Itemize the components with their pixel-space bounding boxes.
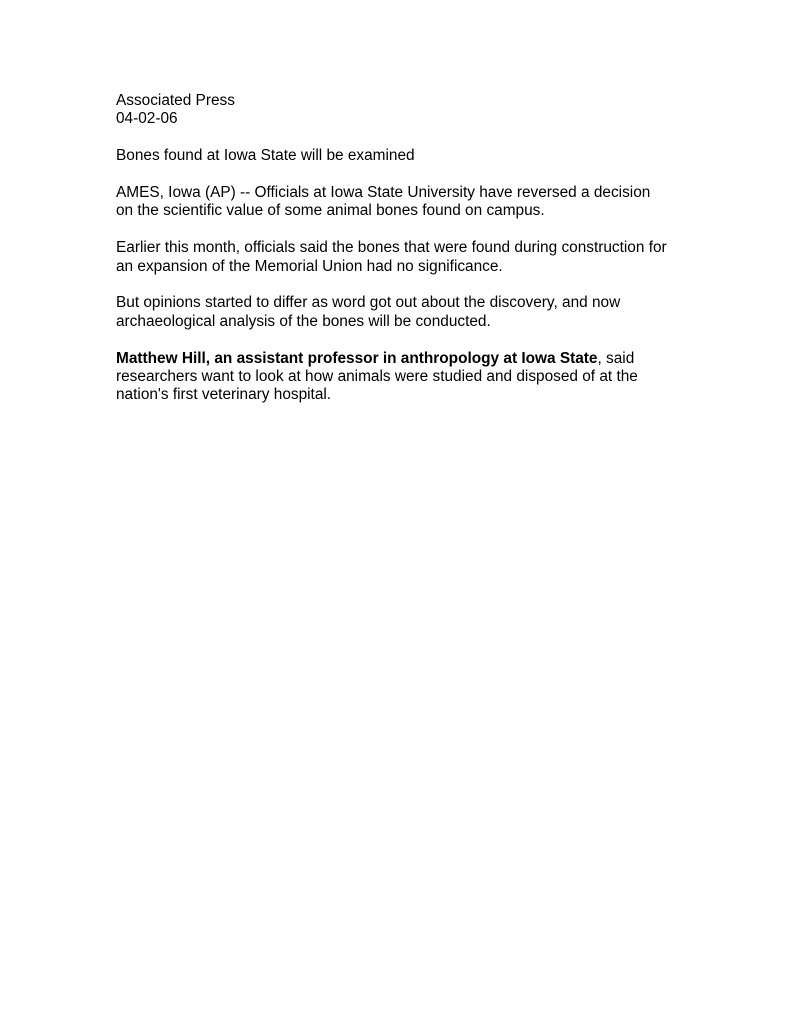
quoted-person-name: Matthew Hill, an assistant professor in anthropology at Iowa State — [116, 349, 598, 367]
headline-block — [116, 147, 716, 165]
document-page — [116, 92, 716, 423]
paragraph-3 — [116, 294, 716, 331]
article-date: 04-02-06 — [116, 110, 178, 128]
paragraph-line: archaeological analysis of the bones will be conducted. — [116, 312, 491, 330]
paragraph-line: nation's first veterinary hospital. — [116, 386, 332, 404]
paragraph-line: AMES, Iowa (AP) -- Officials at Iowa State University have reversed a decision — [116, 184, 651, 201]
paragraph-first-line — [116, 350, 716, 368]
paragraph-line: Earlier this month, officials said the bones that were found during construction for — [116, 239, 667, 257]
paragraph-2 — [116, 239, 716, 276]
paragraph-line: on the scientific value of some animal bones found on campus. — [116, 202, 545, 220]
paragraph-1 — [116, 184, 716, 221]
paragraph-line: researchers want to look at how animals were studied and disposed of at the — [116, 368, 638, 386]
source-name: Associated Press — [116, 92, 235, 109]
dateline-block — [116, 92, 716, 129]
headline: Bones found at Iowa State will be examined — [116, 147, 415, 165]
paragraph-line: an expansion of the Memorial Union had no significance. — [116, 257, 503, 275]
lead-continuation: , said — [597, 349, 635, 367]
paragraph-line: But opinions started to differ as word got out about the discovery, and now — [116, 294, 621, 312]
paragraph-4 — [116, 350, 716, 405]
